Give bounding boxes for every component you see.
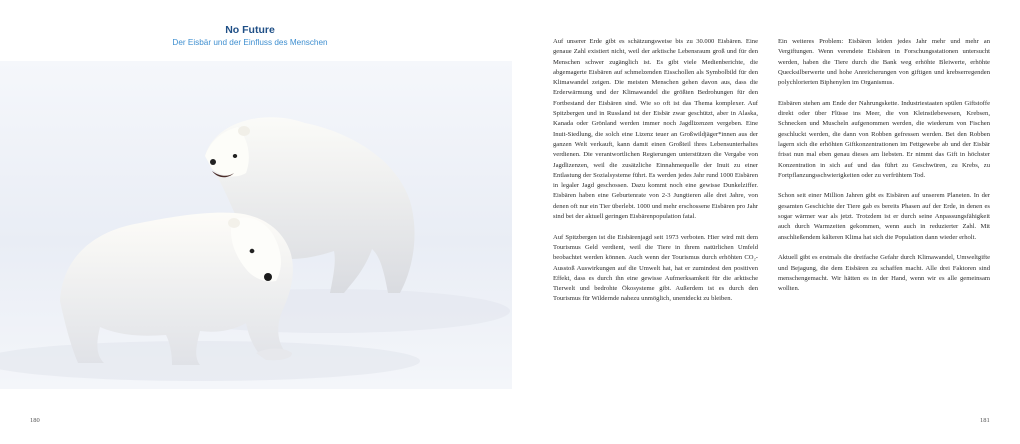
- paragraph: Schon seit einer Million Jahren gibt es Eisbären auf unserem Planeten. In der gesamten Geschichte der Tiere gab es bereits Phasen auf der Erde, in denen es sogar wärmer war als jetzt. Trotzdem ist er durch seine Anpassungsfähigkeit auch durch Warmzeiten gekommen, wenn auch in reduzierter Zahl. Mit anschließendem kälteren Klima hat sich die Population dann wieder erholt.: [778, 192, 990, 241]
- chapter-title: No Future: [225, 24, 275, 36]
- paragraph: Ein weiteres Problem: Eisbären leiden jedes Jahr mehr und mehr an Vergiftungen. Wenn verendete Eisbären in Forschungsstationen untersucht werden, haben die Tiere durch die Bank weg erhöhte Bleiwerte, erhöhte Quecksilberwerte und hohe Anreicherungen von giftigen und krebserregenden polychlorierten Biphenylen im Organismus.: [778, 38, 990, 87]
- polar-bears-photo: [0, 61, 512, 389]
- page-number-left: 180: [30, 417, 40, 424]
- text-column-1: [553, 37, 758, 315]
- paragraph: Aktuell gibt es erstmals die dreifache Gefahr durch Klimawandel, Umweltgifte und Bejagung, die dem Eisbären zu schaffen macht. Alle drei Faktoren sind menschengemacht. Wir hätten es in der Hand, wenn wir es alle gemeinsam wollten.: [778, 254, 990, 293]
- paragraph: Eisbären stehen am Ende der Nahrungskette. Industriestaaten spülen Giftstoffe direkt oder über Flüsse ins Meer, die von Kleinstlebewesen, Krebsen, Schnecken und Muscheln aufgenommen werden, die wiederum von Fischen geschluckt werden, die dann von Robben gefressen werden. Bei den Robben lagern sich die erhöhten Giftkonzentrationen im Fettgewebe ab und der Eisbär frisst nun mal eben genau dieses am liebsten. Er nimmt das Gift in höchster Konzentration in sich auf und das führt zu Geschwüren, zu Krebs, zu Fortpflanzungsschwierigkeiten oder zu verfrühtem Tod.: [778, 99, 990, 179]
- paragraph: Auf unserer Erde gibt es schätzungsweise bis zu 30.000 Eisbären. Eine genaue Zahl existiert nicht, weil der arktische Lebensraum groß und für den Menschen schwer zugänglich ist. Es gibt viele Medienberichte, die abgemagerte Eisbären auf schmelzenden Eisschollen als Symbolbild für den Klimawandel zeigen. Die meisten Menschen gehen davon aus, dass die Erderwärmung und der Klimawandel die größten Bedrohungen für den Fortbestand der Eisbären sind. Wie so oft ist das Thema komplexer. Auf Spitzbergen und in Russland ist der Eisbär zwar geschützt, aber in Alaska, Kanada oder Grönland werden immer noch Jagdlizenzen vergeben. Eine Inuit-Siedlung, die solch eine Lizenz teuer an Großwildjäger*innen aus der ganzen Welt verkauft, kann damit einen Großteil ihres Lebensunterhaltes verdienen. Die verantwortlichen Regierungen unterstützen die Vergabe von Jagdlizenzen, weil die zusätzliche Einnahmequelle der Inuit zu einer Entlastung der Sozialsysteme führt. Es werden jedes Jahr rund 1000 Eisbären in legaler Jagd geschossen. Dazu kommt noch eine gewisse Dunkelziffer. Eisbären haben eine Geburtenrate von 2-3 Jungtieren alle drei Jahre, von denen oft nur ein Tier überlebt. 1000 und mehr erschossene Eisbären pro Jahr sind bei der aktuell geringen Eisbärenpopulation fatal.: [553, 38, 758, 221]
- chapter-subtitle: Der Eisbär und der Einfluss des Menschen: [172, 38, 328, 47]
- text-column-2: [778, 37, 990, 305]
- paragraph: Auf Spitzbergen ist die Eisbärenjagd seit 1973 verboten. Hier wird mit dem Tourismus Geld verdient, weil die Tiere in ihrem natürlichen Umfeld beobachtet werden können. Auch wenn der Tourismus durch erhöhten CO₂-Ausstoß Auswirkungen auf die Umwelt hat, hat er zumindest den positiven Effekt, dass es durch ihn eine gewisse Aufmerksamkeit für die arktische Tierwelt und bedrohte Ökosysteme gibt. Außerdem ist es durch den Tourismus für Wildernde nahezu unmöglich, unentdeckt zu bleiben.: [553, 233, 758, 303]
- page-number-right: 181: [980, 417, 990, 424]
- right-page: [512, 0, 1020, 444]
